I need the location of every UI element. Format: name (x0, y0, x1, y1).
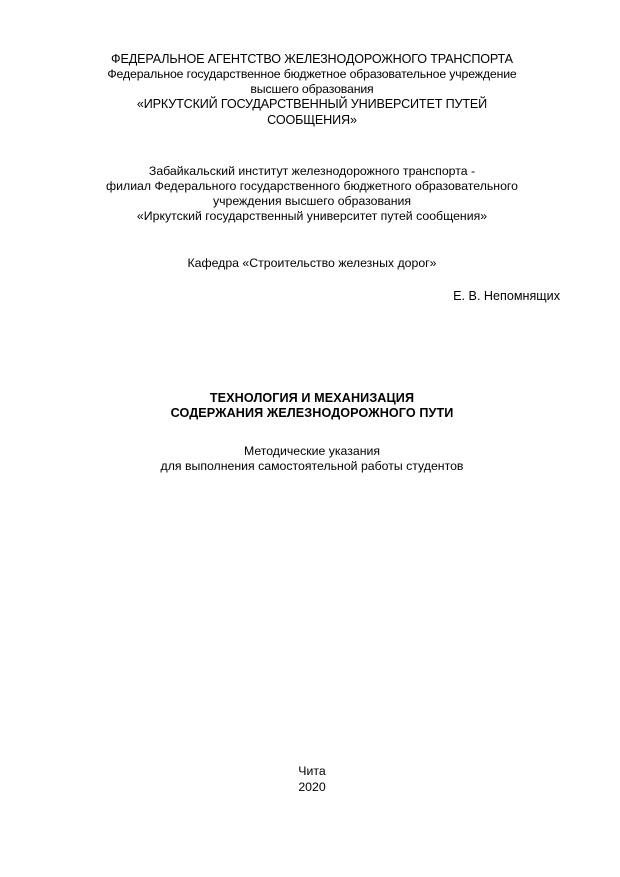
agency-line: ФЕДЕРАЛЬНОЕ АГЕНТСТВО ЖЕЛЕЗНОДОРОЖНОГО ТРАНСПОРТА (111, 52, 513, 66)
branch-line-3: учреждения высшего образования (212, 194, 412, 209)
imprint-year: 2020 (298, 779, 326, 794)
subtitle-line-2: для выполнения самостоятельной работы студентов (160, 458, 464, 473)
title-page-content (62, 52, 562, 794)
author-block (62, 289, 562, 303)
department-block (62, 256, 562, 271)
institution-line-2: высшего образования (250, 82, 374, 97)
branch-block (62, 164, 562, 224)
branch-line-4: «Иркутский государственный университет путей сообщения» (136, 209, 488, 224)
branch-line-1: Забайкальский институт железнодорожного транспорта - (148, 164, 476, 179)
organization-block (62, 52, 562, 128)
author-name: Е. В. Непомнящих (453, 289, 560, 304)
imprint-city: Чита (298, 764, 326, 778)
institution-line-1: Федеральное государственное бюджетное образовательное учреждение (107, 67, 517, 82)
branch-line-2: филиал Федерального государственного бюджетного образовательного (106, 179, 518, 194)
document-title-block (62, 391, 562, 422)
title-line-1: ТЕХНОЛОГИЯ И МЕХАНИЗАЦИЯ (209, 391, 415, 406)
subtitle-line-1: Методические указания (243, 443, 381, 458)
university-line-2: СООБЩЕНИЯ» (267, 112, 357, 127)
imprint-block (62, 764, 562, 796)
document-subtitle-block (62, 444, 562, 474)
university-line-1: «ИРКУТСКИЙ ГОСУДАРСТВЕННЫЙ УНИВЕРСИТЕТ ПУТЕЙ (136, 97, 488, 112)
department-line: Кафедра «Строительство железных дорог» (187, 256, 437, 271)
title-line-2: СОДЕРЖАНИЯ ЖЕЛЕЗНОДОРОЖНОГО ПУТИ (170, 406, 454, 421)
